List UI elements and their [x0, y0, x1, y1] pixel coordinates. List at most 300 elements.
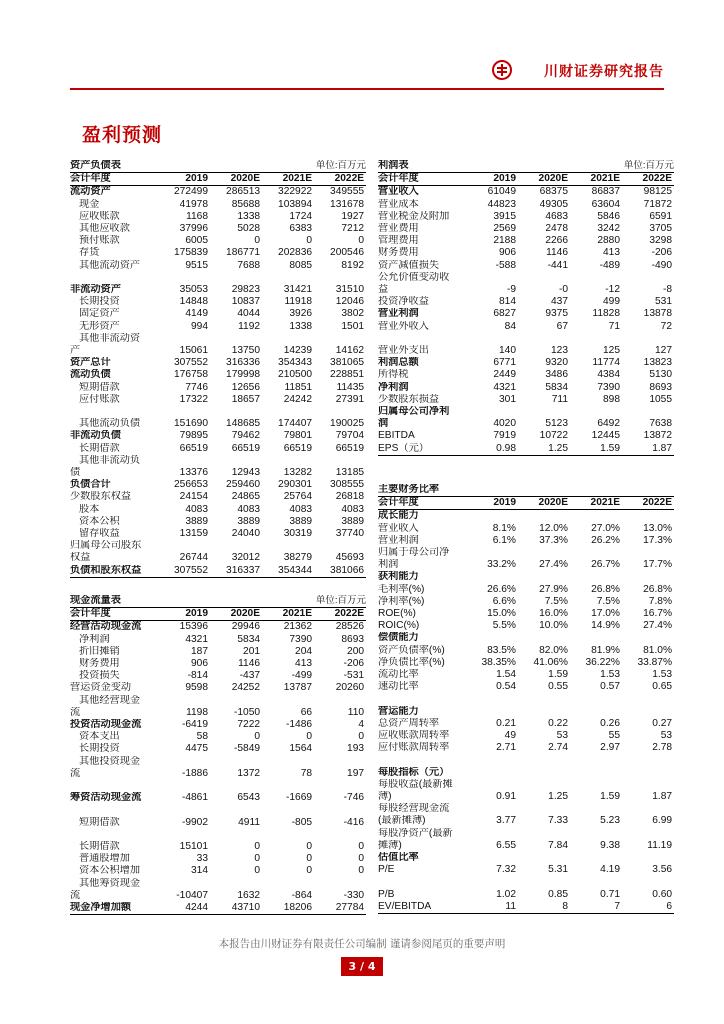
row-value: -864 — [291, 889, 313, 901]
table-row — [378, 803, 674, 815]
row-value: 6 — [622, 901, 674, 914]
row-label: 速动比率 — [378, 681, 419, 693]
row-label: 股本 — [79, 503, 100, 515]
row-value: 0 — [306, 865, 313, 877]
row-value: 123 — [551, 345, 568, 357]
row-value: 31421 — [283, 284, 313, 296]
row-value — [518, 547, 570, 559]
row-value: 290301 — [278, 479, 313, 491]
row-value — [456, 852, 518, 864]
row-value — [518, 571, 570, 583]
row-value: 7.32 — [496, 864, 516, 876]
row-value: 3802 — [341, 308, 365, 320]
row-value: -8 — [662, 284, 673, 296]
row-label: 资产总计 — [70, 357, 111, 369]
row-value: 5.31 — [548, 864, 568, 876]
row-value — [518, 693, 570, 705]
row-value: 18657 — [231, 393, 261, 405]
row-value — [262, 333, 314, 345]
row-value: 4 — [358, 719, 365, 731]
row-value: 3.77 — [496, 815, 516, 827]
row-value — [456, 828, 518, 840]
row-label: EV/EBITDA — [378, 901, 456, 914]
row-value: 20260 — [335, 682, 365, 694]
row-label: 营业税金及附加 — [378, 210, 450, 222]
row-label: 应收账款周转率 — [378, 730, 450, 742]
row-value: 131678 — [330, 198, 365, 210]
row-value: 49305 — [539, 198, 568, 210]
table-row — [70, 406, 366, 418]
header-label: 会计年度 — [378, 497, 456, 510]
row-value: 45693 — [335, 552, 365, 564]
row-value: 175839 — [174, 247, 208, 259]
table-row — [378, 406, 674, 418]
row-value — [314, 829, 366, 841]
row-value: 322922 — [278, 186, 313, 198]
row-value — [210, 695, 262, 707]
row-value: 26744 — [179, 552, 208, 564]
row-value: 16.7% — [643, 608, 673, 620]
table-row — [70, 479, 366, 491]
row-value: -489 — [599, 259, 620, 271]
row-value — [622, 333, 674, 345]
table-row — [70, 199, 366, 211]
table-row — [378, 308, 674, 320]
row-value — [456, 272, 518, 284]
row-value: 35053 — [179, 284, 208, 296]
row-value: 17.3% — [643, 534, 673, 546]
row-value: 10837 — [231, 296, 261, 308]
row-value: 9320 — [545, 357, 568, 369]
row-value: 316337 — [210, 565, 262, 578]
row-value — [570, 510, 622, 523]
row-label: 应付账款周转率 — [378, 742, 450, 754]
row-value — [148, 878, 210, 890]
row-value — [622, 803, 674, 815]
row-value — [456, 693, 518, 705]
row-value: 13750 — [231, 345, 261, 357]
table-row — [70, 284, 366, 296]
row-value: 13282 — [283, 467, 313, 479]
row-value — [456, 547, 518, 559]
row-value: 3915 — [493, 210, 516, 222]
table-row — [70, 418, 366, 430]
table-row — [378, 235, 674, 247]
unit-label: 单位:百万元 — [315, 160, 367, 171]
table-row — [70, 333, 366, 345]
row-value — [210, 333, 262, 345]
row-value: 0 — [254, 841, 261, 853]
row-label: 管理费用 — [378, 235, 419, 247]
row-value: 1338 — [237, 210, 261, 222]
row-value — [314, 333, 366, 345]
row-value — [148, 540, 210, 552]
row-value: 11918 — [284, 296, 313, 308]
table-row — [378, 730, 674, 742]
row-value — [622, 272, 674, 284]
row-value — [456, 779, 518, 791]
row-label: EBITDA — [378, 430, 415, 442]
table-row — [378, 382, 674, 394]
row-value: 41.06% — [533, 656, 568, 668]
table-row — [378, 815, 674, 827]
row-label: 折旧摊销 — [79, 645, 120, 657]
table-row — [70, 707, 366, 719]
row-value: 3889 — [289, 515, 313, 527]
row-value — [314, 756, 366, 768]
row-value: 1.53 — [652, 669, 673, 681]
row-value — [314, 540, 366, 552]
row-value — [622, 693, 674, 705]
row-value: 201 — [243, 645, 261, 657]
row-label: 总资产周转率 — [378, 717, 440, 729]
row-value: 15061 — [179, 345, 208, 357]
row-value: 7390 — [289, 633, 313, 645]
row-value: 7 — [570, 901, 622, 914]
financial-ratios-panel — [378, 484, 674, 914]
row-value: 17.7% — [643, 559, 673, 571]
row-value: 12445 — [591, 430, 620, 442]
row-value: 103894 — [278, 198, 313, 210]
table-row — [70, 382, 366, 394]
table-row — [378, 443, 674, 456]
row-label: 每股收益(最新摊 — [378, 778, 453, 790]
row-value: 6543 — [237, 792, 261, 804]
row-value: 307552 — [174, 357, 208, 369]
year-header: 2021E — [262, 173, 314, 186]
header-label: 会计年度 — [70, 173, 148, 186]
row-value: 12.0% — [539, 522, 568, 534]
table-row — [70, 552, 366, 564]
row-label: 短期借款 — [79, 381, 120, 393]
row-value: 5834 — [237, 633, 261, 645]
row-value: 0.85 — [548, 888, 568, 900]
row-value — [262, 756, 314, 768]
year-header: 2019 — [148, 608, 210, 621]
year-header: 2022E — [622, 173, 674, 186]
row-value: 68375 — [539, 186, 568, 198]
row-label: 留存收益 — [79, 528, 120, 540]
year-header: 2020E — [518, 497, 570, 510]
table-row — [70, 357, 366, 369]
row-value: 1338 — [289, 320, 313, 332]
row-label: 归属于母公司净 — [378, 547, 450, 559]
footer-disclaimer: 本报告由川财证券有限责任公司编制 谨请参阅尾页的重要声明 — [218, 938, 506, 950]
table-row — [378, 669, 674, 681]
row-value: 13376 — [179, 467, 208, 479]
row-label: 普通股增加 — [79, 853, 130, 865]
row-value: 15.0% — [487, 608, 516, 620]
row-label: 公允价值变动收 — [378, 271, 450, 283]
row-value: 301 — [499, 393, 516, 405]
row-label: 短期借款 — [79, 816, 120, 828]
row-value: 2.78 — [652, 742, 673, 754]
row-value: 66519 — [335, 442, 365, 454]
table-row — [378, 571, 674, 583]
row-label: P/E — [378, 864, 395, 876]
row-label: 营业成本 — [378, 198, 419, 210]
row-value: 38279 — [283, 552, 313, 564]
table-row — [70, 768, 366, 780]
row-value: 7.8% — [648, 595, 673, 607]
row-value: 4321 — [185, 633, 208, 645]
row-value: 4044 — [237, 308, 261, 320]
row-label: 财务费用 — [378, 247, 419, 259]
row-value: 31510 — [335, 284, 365, 296]
row-value: 4083 — [289, 503, 313, 515]
row-value: -588 — [495, 259, 516, 271]
row-value: 0.91 — [496, 791, 516, 803]
table-row — [70, 658, 366, 670]
row-value: 66519 — [283, 442, 313, 454]
row-value: 0.98 — [456, 443, 518, 456]
table-row — [378, 645, 674, 657]
income-statement-panel — [378, 160, 674, 456]
row-value: 27391 — [335, 393, 365, 405]
row-value: 43710 — [210, 902, 262, 915]
row-label: 流动负债 — [70, 369, 111, 381]
year-header: 2022E — [314, 173, 366, 186]
table-row — [70, 719, 366, 731]
row-value — [148, 804, 210, 816]
row-value: 30319 — [283, 528, 313, 540]
row-label: 无形资产 — [79, 320, 120, 332]
row-value: -805 — [291, 816, 313, 828]
row-value: 5028 — [237, 223, 261, 235]
row-label: 现金净增加额 — [70, 902, 148, 915]
row-value: -10407 — [176, 889, 208, 901]
table-row — [378, 791, 674, 803]
row-label: 投资损失 — [79, 670, 120, 682]
row-value: 140 — [499, 345, 516, 357]
row-value: 37.3% — [539, 534, 568, 546]
year-header: 2021E — [570, 497, 622, 510]
row-label: 每股经营现金流 — [378, 803, 450, 815]
row-label: 其他筹资现金 — [79, 877, 141, 889]
row-value: 187 — [191, 645, 208, 657]
row-value: 4149 — [185, 308, 208, 320]
row-value — [570, 333, 622, 345]
row-value: 24252 — [231, 682, 261, 694]
row-value — [262, 406, 314, 418]
row-value — [518, 333, 570, 345]
year-header: 2019 — [456, 173, 518, 186]
row-value — [570, 272, 622, 284]
row-value: -499 — [291, 670, 313, 682]
row-value: 24242 — [283, 393, 313, 405]
row-label: 营业外收入 — [378, 320, 429, 332]
row-value: 898 — [603, 393, 620, 405]
table-row — [70, 430, 366, 442]
row-value: 308555 — [330, 479, 365, 491]
row-value: 14.9% — [591, 620, 620, 632]
row-value: 2.97 — [600, 742, 620, 754]
row-value — [570, 571, 622, 583]
row-value: 1146 — [238, 658, 261, 670]
row-value: 13159 — [179, 528, 208, 540]
row-value — [148, 829, 210, 841]
table-row — [70, 565, 366, 578]
table-row — [70, 260, 366, 272]
table-row — [378, 742, 674, 754]
row-value: 26.6% — [487, 583, 516, 595]
row-value: 7.5% — [544, 595, 568, 607]
row-value: 110 — [347, 706, 365, 718]
row-value: 49 — [504, 730, 516, 742]
row-label: 非流动负债 — [70, 430, 121, 442]
row-value: 8.1% — [492, 522, 516, 534]
row-value: 3889 — [237, 515, 261, 527]
year-header: 2020E — [210, 173, 262, 186]
row-label: 偿债能力 — [378, 632, 419, 644]
row-value: 4244 — [148, 902, 210, 915]
row-value: 179998 — [226, 369, 261, 381]
row-value: -206 — [651, 247, 673, 259]
row-value — [622, 876, 674, 888]
row-value: 10722 — [539, 430, 568, 442]
row-label: 营业利润 — [378, 308, 419, 320]
row-label: 流动资产 — [70, 186, 111, 198]
row-value: 5834 — [545, 381, 568, 393]
row-value: 193 — [347, 743, 365, 755]
row-label: 财务费用 — [79, 658, 120, 670]
row-value: 6492 — [597, 418, 620, 430]
row-value: 82.0% — [539, 644, 568, 656]
row-value: 0.27 — [652, 717, 673, 729]
row-label: 债 — [70, 467, 81, 479]
row-value: 79704 — [335, 430, 365, 442]
row-value: 1168 — [186, 210, 208, 222]
row-value: 6.99 — [652, 815, 673, 827]
row-value: 906 — [191, 658, 208, 670]
table-row — [378, 333, 674, 345]
row-label — [70, 804, 148, 816]
row-label: ROIC(%) — [378, 620, 420, 632]
row-value: 11774 — [592, 357, 620, 369]
row-value — [314, 804, 366, 816]
table-row — [70, 878, 366, 890]
row-value: -9 — [506, 284, 516, 296]
row-label: 权益 — [70, 552, 91, 564]
table-row — [378, 596, 674, 608]
row-value: 174407 — [278, 418, 313, 430]
row-value: 26.8% — [591, 583, 620, 595]
row-value: 127 — [655, 345, 673, 357]
year-header: 2019 — [148, 173, 210, 186]
row-value: 413 — [603, 247, 620, 259]
row-value: 78 — [300, 767, 313, 779]
row-value: 994 — [191, 320, 208, 332]
row-label: 投资活动现金流 — [70, 719, 142, 731]
row-value: 190025 — [330, 418, 365, 430]
row-value: 1.53 — [600, 669, 620, 681]
row-value: 7222 — [237, 719, 261, 731]
row-value: 67 — [556, 320, 568, 332]
row-value: 44823 — [487, 198, 516, 210]
row-value: 437 — [551, 296, 568, 308]
table-row — [70, 516, 366, 528]
row-value — [210, 829, 262, 841]
row-value: 4083 — [237, 503, 261, 515]
row-label: 营业利润 — [378, 534, 419, 546]
row-value: 4020 — [493, 418, 516, 430]
table-row — [378, 901, 674, 914]
row-value: 9.38 — [600, 839, 620, 851]
row-label: EPS（元） — [378, 443, 456, 456]
unit-label: 单位:百万元 — [315, 595, 367, 606]
row-value: 7919 — [493, 430, 516, 442]
table-row — [70, 670, 366, 682]
row-value — [622, 632, 674, 644]
year-header: 2022E — [622, 497, 674, 510]
table-row — [70, 467, 366, 479]
page-number: 3 / 4 — [341, 957, 383, 976]
row-value: 7.5% — [596, 595, 620, 607]
row-label: 其他应收款 — [79, 223, 130, 235]
row-value: -1886 — [181, 767, 208, 779]
table-row — [70, 646, 366, 658]
table-row — [378, 369, 674, 381]
row-label: 长期借款 — [79, 442, 120, 454]
table-row — [70, 369, 366, 381]
row-value: 2188 — [493, 235, 516, 247]
row-value: 0 — [254, 853, 261, 865]
row-value: 0 — [358, 865, 365, 877]
row-value — [518, 406, 570, 418]
table-row — [378, 840, 674, 852]
row-label: 摊薄) — [378, 839, 402, 851]
row-label: 营业费用 — [378, 223, 419, 235]
row-value: 66 — [300, 706, 313, 718]
row-label: 其他非流动资 — [79, 332, 141, 344]
table-row — [378, 284, 674, 296]
row-value: 7638 — [649, 418, 673, 430]
row-label: 净利润 — [378, 381, 409, 393]
row-value: 7212 — [341, 223, 365, 235]
table-row — [378, 584, 674, 596]
row-value — [210, 780, 262, 792]
row-value: 314 — [191, 865, 208, 877]
table-row — [378, 889, 674, 901]
row-value — [622, 779, 674, 791]
table-row — [378, 632, 674, 644]
row-value: 28526 — [335, 621, 365, 633]
row-label: 其他经营现金 — [79, 694, 141, 706]
row-value — [518, 510, 570, 523]
table-row — [378, 510, 674, 523]
row-label: 负债合计 — [70, 479, 111, 491]
row-value: -0 — [558, 284, 568, 296]
row-value — [570, 779, 622, 791]
row-value — [622, 510, 674, 523]
row-value — [456, 706, 518, 718]
row-value: 1.25 — [548, 791, 568, 803]
row-value: 0.57 — [600, 681, 620, 693]
row-label: 净利率(%) — [378, 595, 425, 607]
row-value: 0.21 — [496, 717, 516, 729]
row-value: 1632 — [237, 889, 261, 901]
row-value: 4475 — [185, 743, 208, 755]
table-row — [70, 890, 366, 902]
row-value — [518, 852, 570, 864]
row-value: 37996 — [179, 223, 208, 235]
table-row — [378, 523, 674, 535]
row-value: 25764 — [283, 491, 313, 503]
row-value: 98125 — [643, 186, 673, 198]
row-value: 381066 — [314, 565, 366, 578]
table-row — [70, 743, 366, 755]
row-label: 净利润 — [79, 633, 110, 645]
